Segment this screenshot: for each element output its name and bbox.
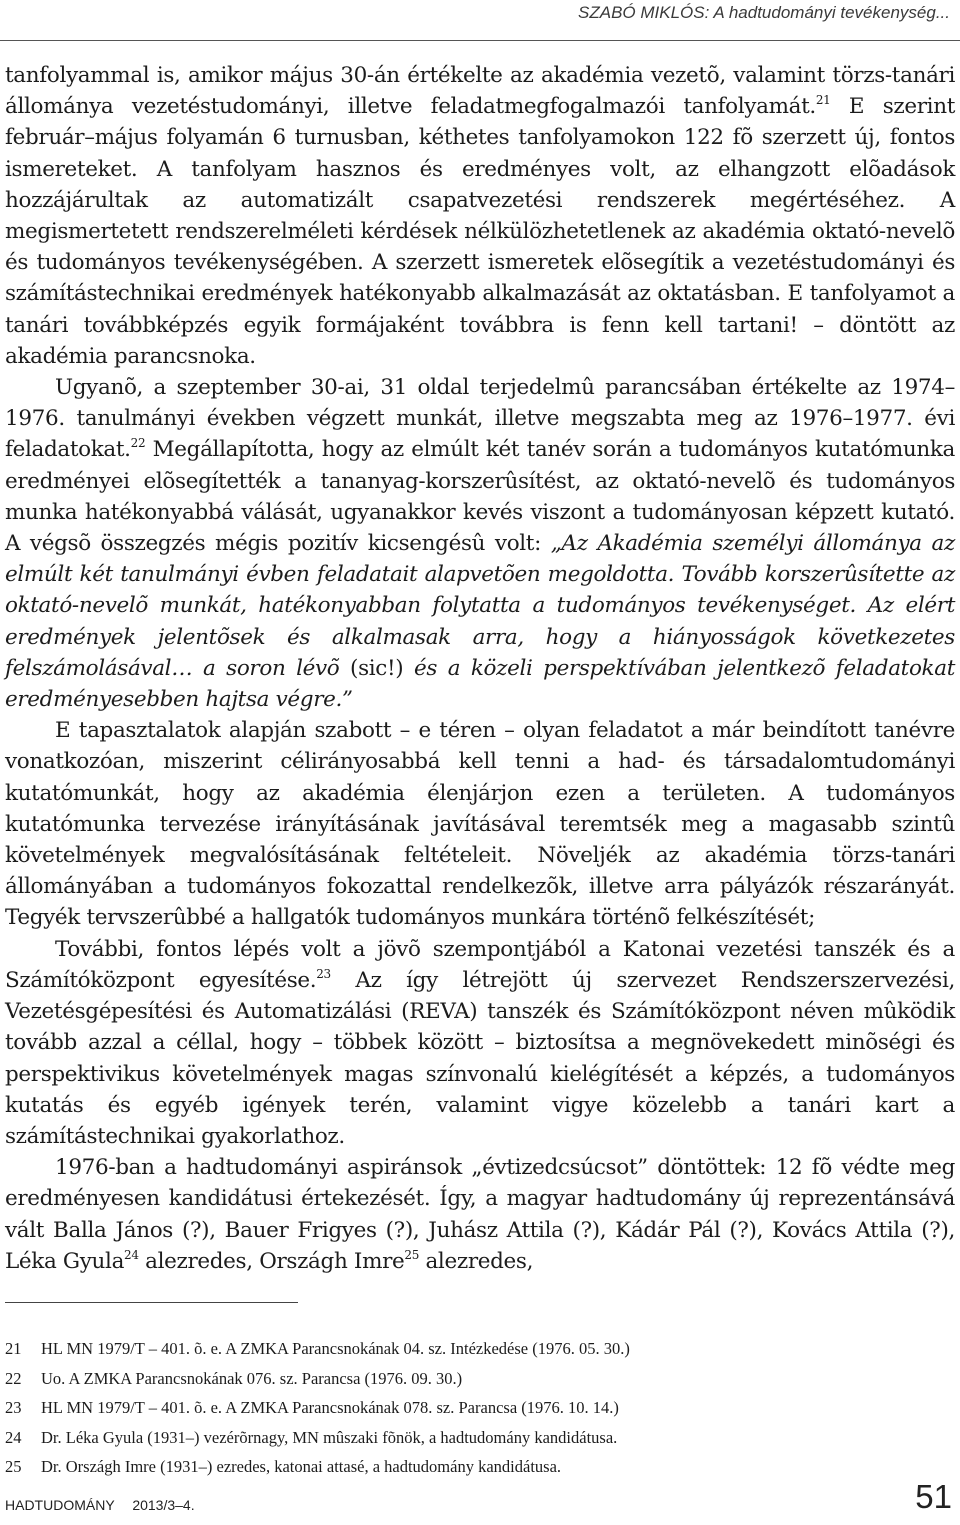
footnote-reference: 25 — [404, 1247, 419, 1262]
running-title: SZABÓ MIKLÓS: A hadtudományi tevékenység... — [578, 3, 950, 22]
text-run: Ugyanõ, a szeptember 30-ai, 31 oldal terjedelmû parancsában értékelte az 1974–1976. tanulmányi években végzett munkát, illetve megszabta meg az 1976–1977. évi feladatokat. — [5, 375, 955, 463]
text-run: alezredes, Országh Imre — [138, 1248, 405, 1274]
footnote-text: Uo. A ZMKA Parancsnokának 076. sz. Parancsa (1976. 09. 30.) — [41, 1368, 463, 1388]
paragraph — [5, 934, 955, 1152]
header-divider — [0, 40, 960, 41]
footnote-number: 23 — [5, 1398, 22, 1418]
page-number: 51 — [915, 1478, 952, 1515]
footnote — [5, 1393, 955, 1423]
footnotes — [5, 1334, 955, 1482]
body-text — [5, 60, 955, 1277]
text-run: E szerint február–május folyamán 6 turnusban, kéthetes tanfolyamokon 122 fõ szerzett új, fontos ismereteket. A tanfolyam hasznos és eredményes volt, az elhangzott elõadások hozzájárultak az automatizált csapatvezetési rendszerek megértéséhez. A megismertetett rendszerelméleti kérdések nélkülözhetetlenek az akadémia oktató-nevelõ és tudományos tevékenységében. A szerzett ismeretek elõsegítik a vezetéstudományi és számítástechnikai eredmények hatékonyabb alkalmazását az oktatásban. E tanfolyamot a tanári továbbképzés egyik formájaként továbbra is fenn kell tartani! – döntött az akadémia parancsnoka. — [5, 94, 955, 369]
footnote-number: 24 — [5, 1427, 22, 1447]
footnote-reference: 24 — [124, 1247, 139, 1262]
issue-number: 2013/3–4. — [132, 1497, 195, 1513]
footnote-reference: 23 — [316, 966, 331, 981]
footnote-number: 21 — [5, 1339, 22, 1358]
paragraph — [5, 1152, 955, 1277]
text-run: Az így létrejött új szervezet Rendszerszervezési, Vezetésgépesítési és Automatizálási (REVA) tanszék és Számítóközpont néven mûködik tovább azzal a céllal, hogy – többek között – biztosítsa a megnövekedett minõségi és perspektivikus követelmények magas színvonalú kielégítését a képzés, a tudományos kutatás és egyéb igények terén, valamint vigye közelebb a tanári kart a számítástechnikai gyakorlathoz. — [5, 967, 956, 1149]
footnote — [5, 1423, 955, 1453]
text-run: tanfolyammal is, amikor május 30-án értékelte az akadémia vezetõ, valamint törzs-tanári állománya vezetéstudományi, illetve feladatmegfogalmazói tanfolyamát. — [5, 63, 955, 120]
text-run: (sic!) — [339, 655, 414, 681]
footnote — [5, 1452, 955, 1482]
footnote-text: Dr. Országh Imre (1931–) ezredes, katonai attasé, a hadtudomány kandidátusa. — [41, 1457, 562, 1477]
footnote-number: 22 — [5, 1368, 22, 1388]
footer-journal-info — [5, 1497, 195, 1513]
footnote-text: Dr. Léka Gyula (1931–) vezérõrnagy, MN mûszaki fõnök, a hadtudomány kandidátusa. — [41, 1427, 618, 1447]
footnote-reference: 22 — [130, 436, 146, 451]
journal-name: HADTUDOMÁNY — [5, 1497, 115, 1513]
paragraph — [5, 60, 955, 372]
footnote-reference: 21 — [815, 93, 831, 108]
footnote-text: HL MN 1979/T – 401. õ. e. A ZMKA Parancsnokának 078. sz. Parancsa (1976. 10. 14.) — [41, 1398, 619, 1418]
footnote-number: 25 — [5, 1457, 22, 1477]
paragraph — [5, 372, 955, 715]
footnote-divider — [5, 1302, 298, 1303]
text-run: További, fontos lépés volt a jövõ szempontjából a Katonai vezetési tanszék és a Számítóközpont egyesítése. — [5, 936, 955, 993]
footnote-text: HL MN 1979/T – 401. õ. e. A ZMKA Parancsnokának 04. sz. Intézkedése (1976. 05. 30.) — [41, 1339, 630, 1358]
footnote — [5, 1364, 955, 1394]
quoted-text: „Az Akadémia személyi állománya az elmúlt két tanulmányi évben feladatait alapvetõen megoldotta. Tovább korszerûsítette az oktató-nevelõ munkát, hatékonyabban folytatta a tudományos tevékenységet. Az elért eredmények jelentõsek és alkalmasak arra, hogy a hiányosságok következetes felszámolásával… a soron lévõ — [5, 531, 955, 681]
text-run: alezredes, — [418, 1248, 534, 1274]
quoted-text: és a közeli perspektívában jelentkezõ feladatokat eredményesebben hajtsa végre.” — [5, 655, 955, 713]
text-run: 1976-ban a hadtudományi aspiránsok „évtizedcsúcsot” döntöttek: 12 fõ védte meg eredményesen kandidátusi értekezését. Így, a magyar hadtudomány új reprezentánsává vált Balla János (?), Bauer Frigyes (?), Juhász Attila (?), Kádár Pál (?), Kovács Attila (?), Léka Gyula — [5, 1155, 955, 1274]
text-run: E tapasztalatok alapján szabott – e téren – olyan feladatot a már beindított tanévre vonatkozóan, miszerint célirányosabbá kell tenni a had- és társadalomtudományi kutatómunkát, hogy az akadémia élenjárjon ezen a területen. A tudományos kutatómunka tervezése irányításának javításával teremtsék meg a magasabb szintû követelmények megvalósításának feltételeit. Növeljék az akadémia törzs-tanári állományában a tudományos fokozattal rendelkezõk, illetve arra pályázók részarányát. Tegyék tervszerûbbé a hallgatók tudományos munkára történõ felkészítését; — [5, 718, 955, 931]
footnote — [5, 1334, 955, 1364]
paragraph — [5, 715, 955, 933]
text-run: Megállapította, hogy az elmúlt két tanév során a tudományos kutatómunka eredményei elõsegítették a tananyag-korszerûsítést, az oktató-nevelõ és tudományos munka hatékonyabbá válását, ugyanakkor kevés viszont a tudományosan képzett kutató. A végsõ összegzés mégis pozitív kicsengésû volt: — [5, 437, 955, 557]
